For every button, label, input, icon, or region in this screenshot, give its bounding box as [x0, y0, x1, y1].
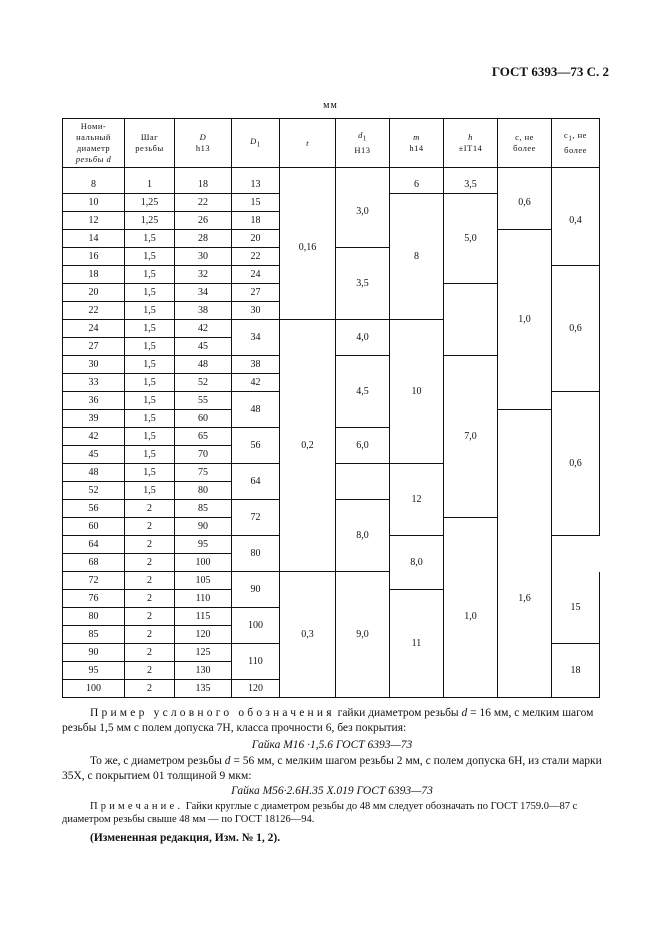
table-row: 20 1,5 34 27 [63, 284, 600, 302]
col-header-c: c, не более [498, 119, 552, 168]
col-header-m: m h14 [390, 119, 444, 168]
col-header-t: t [280, 119, 336, 168]
table-row: 12 1,25 26 18 [63, 212, 600, 230]
col-header-d1: $d_1$ H13 [336, 119, 390, 168]
col-header-D: D h13 [175, 119, 232, 168]
table-header-row [63, 119, 600, 168]
col-header-h: h ±IT14 [444, 119, 498, 168]
table-row: 10 1,25 22 15 8 5,0 [63, 194, 600, 212]
table-row: 22 1,5 38 30 [63, 302, 600, 320]
cell-d: 8 [63, 176, 125, 194]
table-row: 60 2 90 [63, 518, 600, 536]
table-row: 18 1,5 32 24 0,6 [63, 266, 600, 284]
table-row: 76 2 110 11 [63, 590, 600, 608]
edition-note: (Измененная редакция, Изм. № 1, 2). [90, 832, 281, 844]
table-row: 45 1,5 70 [63, 446, 600, 464]
table-row: 72 2 105 90 0,3 9,0 15 [63, 572, 600, 590]
col-header-c1: $c_1$, не более [552, 119, 600, 168]
note-paragraph: Примечание. Гайки круглые с диаметром резьбы до 48 мм следует обозначать по ГОСТ 1759.0—87 с диаметром резьбы свыше 48 мм — по ГОСТ 18126—94. [62, 801, 578, 825]
table-row: 30 1,5 48 38 4,5 7,0 [63, 356, 600, 374]
example-designation-2: Гайка М56·2.6H.35 Х.019 ГОСТ 6393—73 [231, 785, 433, 797]
table-row: 80 2 115 100 [63, 608, 600, 626]
table-row: 33 1,5 52 42 [63, 374, 600, 392]
dimensions-table [62, 118, 600, 698]
table-row: 24 1,5 42 34 0,2 4,0 10 [63, 320, 600, 338]
cell-pitch: 1 [125, 176, 175, 194]
table-row: 68 2 100 [63, 554, 600, 572]
page-header: ГОСТ 6393—73 С. 2 [491, 64, 609, 79]
cell-D1: 13 [232, 176, 280, 194]
example-paragraph-2: То же, с диаметром резьбы d = 56 мм, с мелким шагом резьбы 2 мм, с полем допуска 6H, из стали марки 35Х, с покрытием 01 толщиной 9 мкм: [62, 755, 602, 782]
cell-c: 0,6 [498, 176, 552, 230]
cell-m: 6 [390, 176, 444, 194]
cell-t: 0,16 [280, 176, 336, 320]
table-row: 36 1,5 55 48 0,6 [63, 392, 600, 410]
table-row: 85 2 120 [63, 626, 600, 644]
example-paragraph-1: Пример условного обозначения гайки диаметром резьбы d = 16 мм, с мелким шагом резьбы 1,5 мм с полем допуска 7H, класса прочности 6, без покрытия: [62, 707, 594, 734]
table-row: 90 2 125 110 18 [63, 644, 600, 662]
cell-c1: 0,4 [552, 176, 600, 266]
table-row: 16 1,5 30 22 3,5 [63, 248, 600, 266]
table-row: 39 1,5 60 [63, 410, 600, 428]
cell-D: 18 [175, 176, 232, 194]
table-row: 27 1,5 45 [63, 338, 600, 356]
table-row: 14 1,5 28 20 1,0 [63, 230, 600, 248]
table-row: 95 2 130 [63, 662, 600, 680]
table-row [63, 176, 600, 194]
table-row: 56 2 85 72 8,0 1,6 [63, 500, 600, 518]
cell-h: 3,5 [444, 176, 498, 194]
col-header-D1: $D_1$ [232, 119, 280, 168]
col-header-d: Номи- нальный диаметр резьбы d [63, 119, 125, 168]
table-row: 52 1,5 80 [63, 482, 600, 500]
table-row: 100 2 135 120 [63, 680, 600, 698]
cell-d1: 3,0 [336, 176, 390, 248]
table-row: 42 1,5 65 56 6,0 [63, 428, 600, 446]
example-designation-1: Гайка М16 ·1,5.6 ГОСТ 6393—73 [251, 739, 413, 751]
table-row: 48 1,5 75 64 12 [63, 464, 600, 482]
unit-label: мм [323, 100, 338, 111]
col-header-pitch: Шаг резьбы [125, 119, 175, 168]
table-row: 64 2 95 80 8,0 1,0 [63, 536, 600, 554]
